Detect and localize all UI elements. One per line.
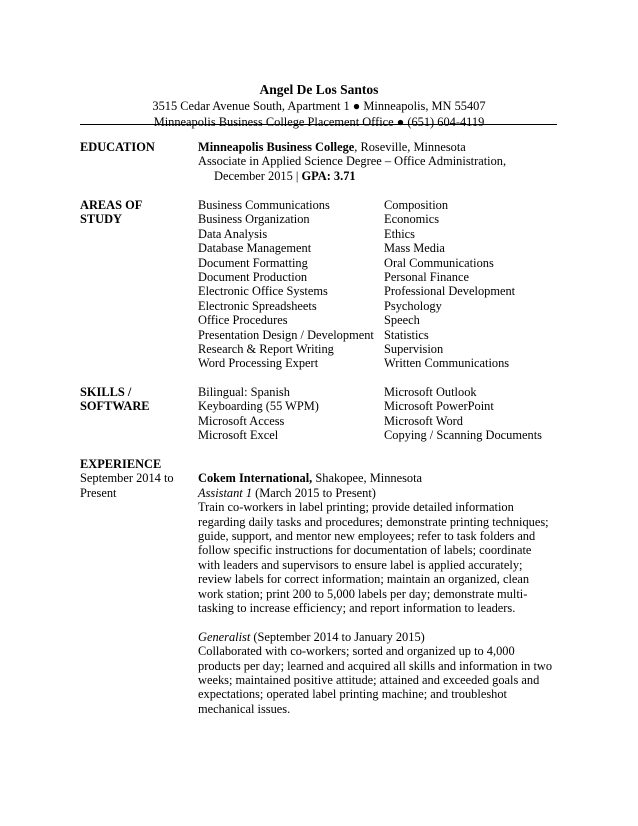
experience-heading: EXPERIENCE [80, 457, 162, 471]
job1-title: Assistant 1 [198, 485, 253, 500]
list-item: Statistics [384, 327, 429, 342]
list-item: Research & Report Writing [198, 342, 334, 357]
resume-header [0, 82, 638, 130]
areas-column-2 [384, 198, 564, 371]
job1-dates: (March 2015 to Present) [252, 485, 376, 500]
degree: Associate in Applied Science Degree – Office Administration, [198, 154, 507, 169]
list-item: Mass Media [384, 241, 445, 256]
list-item: Data Analysis [198, 226, 268, 241]
graduation-line [198, 169, 560, 183]
experience-dates-line2: Present [80, 485, 117, 500]
list-item: Supervision [384, 342, 444, 357]
list-item: Psychology [384, 298, 442, 313]
list-item: Electronic Spreadsheets [198, 298, 317, 313]
job1-description-line: review labels for correct information; maintain an organized, clean [198, 572, 530, 587]
list-item: Microsoft Outlook [384, 385, 477, 399]
list-item: Document Formatting [198, 255, 308, 270]
education-label: EDUCATION [80, 140, 155, 154]
company-line [198, 471, 560, 485]
address-line: 3515 Cedar Avenue South, Apartment 1 ● Minneapolis, MN 55407 [152, 99, 486, 113]
job1-description-line: follow specific instructions for documentation of labels; coordinate [198, 543, 532, 558]
list-item: Document Production [198, 270, 308, 285]
school-name: Minneapolis Business College [198, 140, 355, 154]
list-item: Business Communications [198, 198, 330, 212]
contact-line: Minneapolis Business College Placement Office ● (651) 604-4119 [153, 114, 485, 129]
list-item: Economics [384, 212, 440, 227]
list-item: Office Procedures [198, 313, 288, 328]
header-divider [80, 124, 557, 125]
list-item: Microsoft Access [198, 413, 285, 428]
list-item: Copying / Scanning Documents [384, 428, 542, 443]
list-item: Keyboarding (55 WPM) [198, 399, 319, 414]
list-item: Microsoft Excel [198, 428, 279, 443]
list-item: Microsoft Word [384, 413, 463, 428]
school-location: , Roseville, Minnesota [354, 140, 466, 154]
job2-description-line: weeks; maintained positive attitude; attained and exceeded goals and [198, 673, 540, 688]
list-item: Personal Finance [384, 270, 469, 285]
skills-label-line1: SKILLS / [80, 385, 132, 399]
job2-dates: (September 2014 to January 2015) [250, 629, 425, 644]
job2-description-line: Collaborated with co-workers; sorted and organized up to 4,000 [198, 644, 515, 659]
job1-title-line [198, 486, 560, 500]
job2-title: Generalist [198, 629, 251, 644]
list-item: Speech [384, 313, 420, 328]
blank-spacer [198, 615, 560, 629]
experience-dates-line1: September 2014 to [80, 471, 174, 486]
job1-description-line: tasking to increase efficiency; and report information to leaders. [198, 601, 516, 616]
list-item: Bilingual: Spanish [198, 385, 290, 399]
list-item: Composition [384, 198, 449, 212]
company-name: Cokem International, [198, 471, 313, 486]
skills-label-line2: SOFTWARE [80, 399, 150, 414]
education-school-line [198, 140, 560, 154]
list-item: Ethics [384, 226, 415, 241]
skills-column-1 [198, 385, 383, 443]
list-item: Presentation Design / Development [198, 327, 374, 342]
areas-label-line2: STUDY [80, 212, 122, 227]
job2-description-line: products per day; learned and acquired all skills and information in two [198, 658, 553, 673]
list-item: Database Management [198, 241, 312, 256]
areas-of-study-label [80, 198, 195, 227]
company-location: Shakopee, Minnesota [312, 471, 423, 486]
education-content [198, 140, 560, 183]
job2-description-line: mechanical issues. [198, 701, 291, 716]
list-item: Written Communications [384, 356, 510, 371]
skills-label [80, 385, 195, 414]
areas-label-line1: AREAS OF [80, 198, 143, 212]
job1-description-line: with leaders and supervisors to ensure label is applied accurately; [198, 557, 523, 572]
job1-description-line: guide, support, and mentor new employees; refer to task folders and [198, 529, 536, 544]
areas-column-1 [198, 198, 383, 371]
list-item: Professional Development [384, 284, 516, 299]
graduation-date: December 2015 | [214, 168, 302, 183]
list-item: Microsoft PowerPoint [384, 399, 494, 414]
job2-title-line [198, 630, 560, 644]
job1-description-line: Train co-workers in label printing; provide detailed information [198, 500, 514, 515]
skills-column-2 [384, 385, 564, 443]
job1-description-line: work station; print 200 to 5,000 labels per day; demonstrate multi- [198, 586, 528, 601]
list-item: Electronic Office Systems [198, 284, 328, 299]
list-item: Word Processing Expert [198, 356, 319, 371]
list-item: Business Organization [198, 212, 310, 227]
experience-label [80, 457, 195, 500]
list-item: Oral Communications [384, 255, 494, 270]
gpa: GPA: 3.71 [301, 168, 356, 183]
job1-description-line: regarding daily tasks and procedures; demonstrate printing techniques; [198, 514, 549, 529]
candidate-name: Angel De Los Santos [259, 82, 379, 97]
experience-content [198, 471, 560, 716]
job2-description-line: expectations; operated label printing machine; and troubleshot [198, 687, 507, 702]
